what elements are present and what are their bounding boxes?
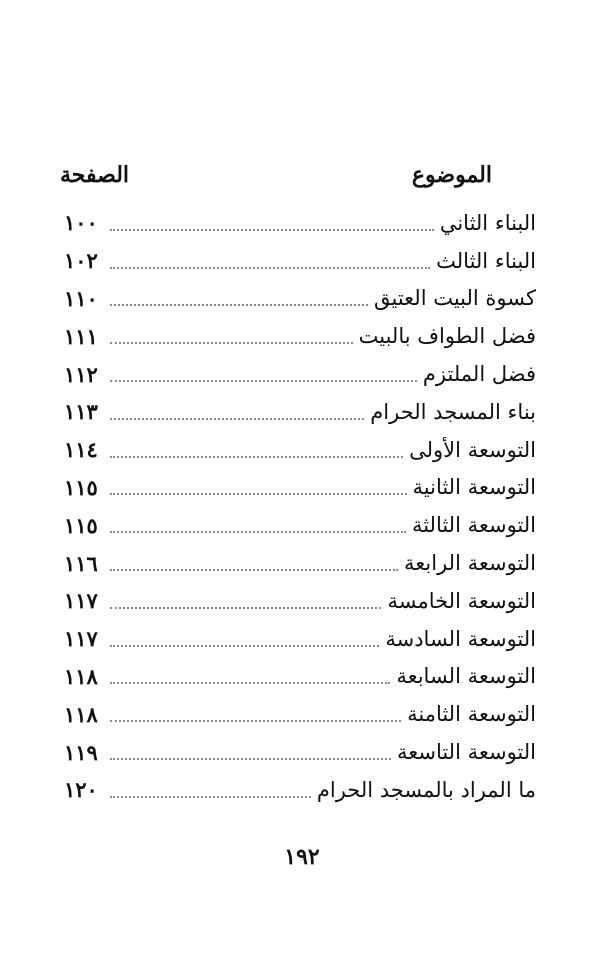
- toc-entry-title: التوسعة الأولى: [409, 437, 536, 462]
- toc-entry: [64, 620, 536, 658]
- topic-column-heading: الموضوع: [411, 162, 492, 188]
- dot-leader: [110, 267, 430, 269]
- dot-leader: [110, 720, 401, 722]
- toc-entry: [64, 204, 536, 242]
- toc-entry: [64, 771, 536, 809]
- toc-entry-title: التوسعة التاسعة: [396, 740, 536, 765]
- toc-entry-title: فضل الملتزم: [422, 362, 536, 387]
- toc-entry: [64, 469, 536, 507]
- dot-leader: [110, 342, 353, 344]
- toc-entry: [64, 658, 536, 696]
- toc-entry-page: ١٠٢: [64, 248, 98, 274]
- toc-entry: [64, 695, 536, 733]
- toc-entry-page: ١١٣: [64, 399, 98, 425]
- dot-leader: [110, 380, 417, 382]
- toc-entry: [64, 242, 536, 280]
- toc-entry: [64, 393, 536, 431]
- dot-leader: [110, 418, 364, 420]
- toc-entry-page: ١١٤: [64, 437, 98, 463]
- dot-leader: [110, 531, 406, 533]
- toc-entry-title: البناء الثاني: [439, 210, 536, 235]
- toc-entry-page: ١٠٠: [64, 210, 98, 236]
- toc-entry-page: ١٢٠: [64, 777, 98, 803]
- toc-entry-page: ١١٢: [64, 361, 98, 387]
- toc-entry-page: ١١٧: [64, 626, 98, 652]
- toc-entry: [64, 280, 536, 318]
- toc-entry-title: التوسعة الثالثة: [411, 513, 536, 538]
- toc-entry-page: ١١٦: [64, 550, 98, 576]
- toc-entry-title: التوسعة الثامنة: [407, 702, 536, 727]
- toc-entry: [64, 431, 536, 469]
- dot-leader: [110, 493, 407, 495]
- dot-leader: [110, 304, 368, 306]
- toc-entry-title: كسوة البيت العتيق: [373, 286, 536, 311]
- dot-leader: [110, 682, 390, 684]
- toc-entry-title: التوسعة الرابعة: [404, 551, 536, 576]
- dot-leader: [110, 607, 381, 609]
- toc-entry-title: التوسعة الثانية: [412, 475, 536, 500]
- toc-entry: [64, 355, 536, 393]
- toc-entry-title: البناء الثالث: [436, 248, 536, 273]
- toc-entry: [64, 582, 536, 620]
- toc-entry-page: ١١٥: [64, 512, 98, 538]
- toc-entry-page: ١١٩: [64, 739, 98, 765]
- dot-leader: [110, 645, 379, 647]
- toc-entry-page: ١١١: [64, 323, 98, 349]
- toc-entry-page: ١١٥: [64, 474, 98, 500]
- toc-entry: [64, 733, 536, 771]
- dot-leader: [110, 229, 434, 231]
- toc-entry: [64, 544, 536, 582]
- toc-entry-title: بناء المسجد الحرام: [370, 399, 536, 424]
- toc-entry: [64, 317, 536, 355]
- toc-entry-page: ١١٧: [64, 588, 98, 614]
- page-number: ١٩٢: [284, 844, 320, 870]
- table-of-contents: [64, 204, 536, 809]
- toc-entry-page: ١١٨: [64, 663, 98, 689]
- page-column-heading: الصفحة: [60, 162, 130, 188]
- toc-header: [60, 148, 536, 188]
- dot-leader: [110, 456, 403, 458]
- toc-entry-title: التوسعة السابعة: [396, 664, 536, 689]
- toc-entry-title: فضل الطواف بالبيت: [358, 324, 536, 349]
- toc-entry-title: ما المراد بالمسجد الحرام: [316, 777, 536, 802]
- dot-leader: [110, 758, 391, 760]
- dot-leader: [110, 796, 311, 798]
- toc-entry-title: التوسعة الخامسة: [387, 588, 536, 613]
- dot-leader: [110, 569, 398, 571]
- toc-entry-page: ١١٨: [64, 701, 98, 727]
- toc-entry-page: ١١٠: [64, 285, 98, 311]
- toc-entry: [64, 506, 536, 544]
- toc-entry-title: التوسعة السادسة: [385, 626, 536, 651]
